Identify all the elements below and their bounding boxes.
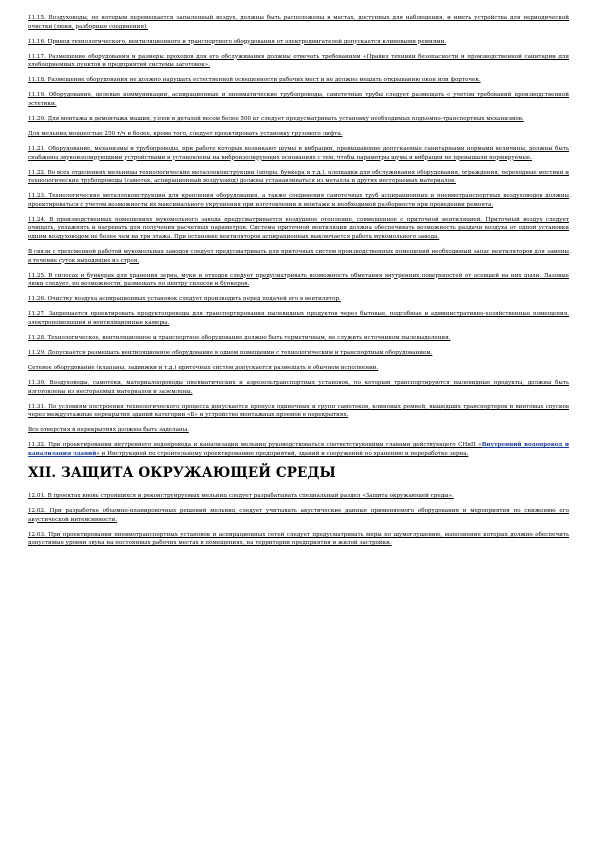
- paragraph: 11.24. В производственных помещениях мукомольного завода предусматривается воздушное отопление, совмещенное с приточной вентиляцией. Приточный воздух следует очищать, увлажнять и нагревать для получения расчетных параметров. Система приточной вентиляции должна обеспечивать возможность раздачи воздуха от одной установки одним воздуховодом не более чем на три этажа. При остановке вентиляторов аспирационных выключается работа мукомольного завода.: [28, 216, 569, 240]
- paragraph: Для мельниц мощностью 250 т/ч и более, кроме того, следует проектировать установку грузового лифта.: [28, 131, 343, 138]
- paragraph-11-32-text-after: » и Инструкцией по строительному проектированию предприятий, зданий и сооружений по хранению и переработке зерна.: [96, 450, 469, 457]
- paragraph: 12.01. В проектах вновь строящихся и реконструируемых мельниц следует разрабатывать специальный раздел «Защита окружающей среды».: [28, 493, 454, 500]
- paragraph: 11.29. Допускается размещать вентиляционное оборудование в одном помещении с технологическим и транспортным оборудованием.: [28, 350, 433, 356]
- paragraph-11-32: [28, 441, 569, 458]
- paragraph-group-section-12: [28, 492, 569, 548]
- paragraph-group-section-11: [28, 14, 569, 435]
- paragraph: 12.03. При проектировании пневмотранспортных установок и аспирационных сетей следует предусматривать меры по шумоглушению, выполнение которых должно обеспечить допустимые уровни звука на постоянных рабочих местах в помещениях, на территории предприятия и жилой застройки.: [28, 531, 569, 547]
- paragraph: 11.19. Оборудование, целевые коммуникации, аспирационные и пневматические трубопроводы, самотечные трубы следует размещать с учетом требований производственной эстетики.: [28, 92, 569, 107]
- paragraph: Сетевое оборудование (клапаны, задвижки и т.д.) приточных систем допускается размещать в обычном исполнении.: [28, 365, 379, 372]
- paragraph: 11.30. Воздуховоды, самотеки, материалопроводы пневматических и аэрозольтранспортных установок, по которым транспортируются пылевидные продукты, должны быть изготовлены из несгораемых материалов и заземлены.: [28, 380, 569, 395]
- paragraph: 11.23. Технологические металлоконструкции для крепления оборудования, а также соединения самотечных труб аспирационных и пневмотранспортных воздуховодов должны проектироваться с учетом возможности их максимального укрупнения при изготовлении и монтаже и необходимой разборности при проведении ремонта.: [28, 193, 569, 208]
- paragraph: 12.02. При разработке объемно-планировочных решений мельниц следует учитывать акустические данные применяемого оборудования и мероприятия по снижению его акустической интенсивности.: [28, 508, 569, 523]
- paragraph: 11.18. Размещение оборудования не должно нарушать естественной освещенности рабочих мест и не должно мешать открыванию окон или форточек.: [28, 77, 481, 84]
- paragraph: 11.16. Привод технологического, вентиляционного и транспортного оборудования от электродвигателей допускается клиновыми ремнями.: [28, 38, 447, 45]
- paragraph: 11.15. Воздуховоды, по которым перемещается запыленный воздух, должны быть расположены в местах, доступных для наблюдения, и иметь устройства для периодической очистки (люки, разборные соединения).: [28, 15, 569, 30]
- paragraph: 11.22. Во всех отделениях мельницы технологические металлоконструкции (опоры, бункера и т.д.), площадки для обслуживания оборудования, ограждения, переходные мостики и технологические трубопроводы (самотек, аспирационный воздуховод) должны устанавливаться из металла и других несгораемых материалов.: [28, 169, 569, 185]
- paragraph: 11.20. Для монтажа и демонтажа машин, узлов и деталей весом более 500 кг следует предусматривать установку необходимых подъемно-транспортных механизмов.: [28, 115, 524, 122]
- paragraph: 11.21. Оборудование, механизмы и трубопроводы, при работе которых возникают шумы и вибрации, превышающие допускаемые санитарными нормами величины, должны быть снабжены звукоизолирующими устройствами и установлены на виброизолирующих основаниях с тем, чтобы параметры шума и вибрации не превышали нормируемые.: [28, 146, 569, 161]
- paragraph: 11.25. В силосах и бункерах для хранения зерна, муки и отходов следует предусматривать возможность обметания внутренних поверхностей от осевшей на них пыли. Лазовые люки следует, по возможности, размещать по центру силосов и бункеров.: [28, 272, 569, 288]
- paragraph: Все отверстия в перекрытиях должны быть заделаны.: [28, 427, 189, 434]
- paragraph: 11.27. Запрещается проектировать продуктопроводы для транспортирования пылевидных продуктов через бытовые, подсобные и административно-хозяйственные помещения, электропомещения и вентиляционные камеры.: [28, 311, 569, 326]
- section-heading: XII. ЗАЩИТА ОКРУЖАЮЩЕЙ СРЕДЫ: [28, 465, 336, 482]
- paragraph: 11.31. По условиям построения технологического процесса допускается пропуск одиночных и групп самотеков, клиновых ремней, вышедших транспортеров и винтовых спусков через междуэтажные перекрытия зданий категории «Б» и устройство монтажных проемов в перекрытиях.: [28, 403, 569, 419]
- paragraph: 11.28. Технологическое, вентиляционное и транспортное оборудование должно быть герметичным, не служить источником пылевыделения.: [28, 334, 451, 341]
- paragraph: 11.26. Очистку воздуха аспирационных установок следует производить перед подачей его в вентилятор.: [28, 296, 341, 303]
- paragraph-11-32-text-before: 11.32. При проектировании внутреннего водопровода и канализации мельниц руководствоваться соответствующими главами действующего СНиП «: [28, 442, 482, 449]
- snip-link-internal-water-supply[interactable]: Внутренний водопровод и канализация зданий: [28, 442, 569, 457]
- paragraph: 11.17. Размещение оборудования и размеры проходов для его обслуживания должны отвечать требованиям «Правил техники безопасности и производственной санитарии для хлебоприемных пунктов и предприятий системы заготовок».: [28, 53, 569, 69]
- paragraph: В связи с трехсменной работой мукомольных заводов следует предусматривать для приточных систем производственных помещений необходимый запас вентиляторов для замены в течение суток выходящих из строя.: [28, 249, 569, 264]
